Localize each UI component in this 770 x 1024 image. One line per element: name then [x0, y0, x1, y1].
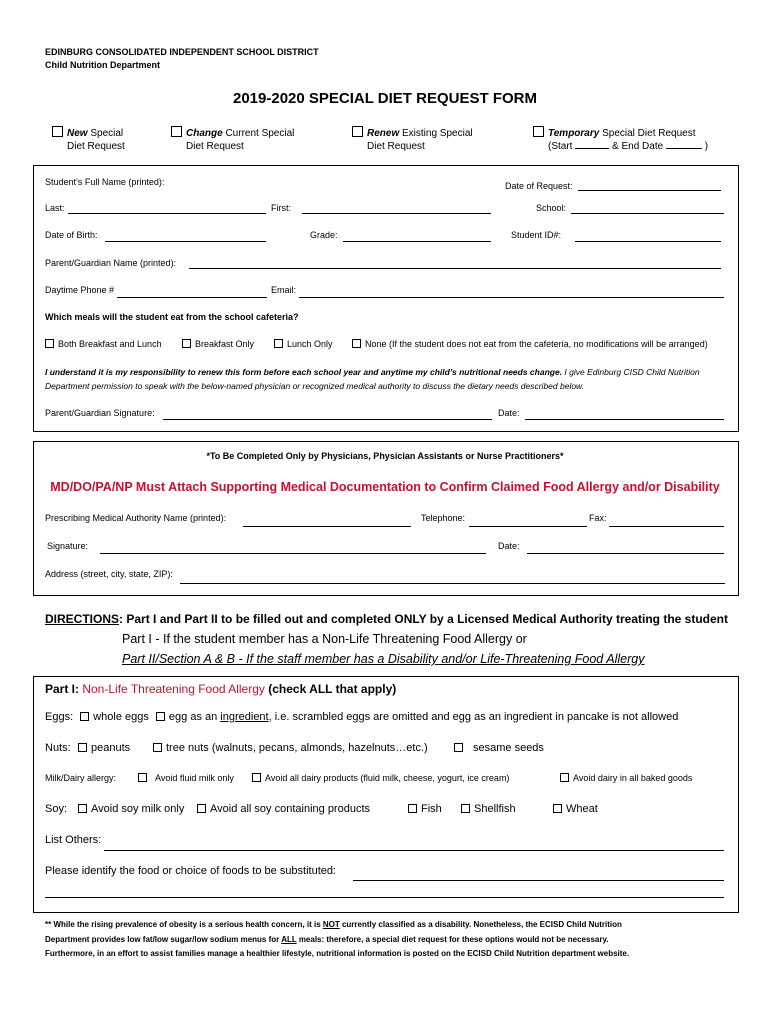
checkbox-icon[interactable]: [274, 339, 283, 348]
physician-signature-label: Signature:: [47, 541, 89, 551]
address-field[interactable]: [180, 583, 725, 584]
guardian-name-field[interactable]: [189, 268, 721, 269]
dob-label: Date of Birth:: [45, 230, 98, 240]
checkbox-icon[interactable]: [408, 804, 417, 813]
guardian-name-label: Parent/Guardian Name (printed):: [45, 258, 177, 268]
meal-option-both[interactable]: Both Breakfast and Lunch: [45, 339, 162, 349]
checkbox-icon[interactable]: [553, 804, 562, 813]
checkbox-icon[interactable]: [182, 339, 191, 348]
responsibility-statement-line2: Department permission to speak with the below-named physician or recognized medical authority to discuss the dietary needs described below.: [45, 381, 585, 391]
responsibility-statement: I understand it is my responsibility to renew this form before each school year and anytime my child’s nutritional needs change. I give Edinburg CISD Child Nutrition: [45, 367, 700, 377]
milk-fluid-option[interactable]: Avoid fluid milk only: [138, 773, 234, 783]
school-label: School:: [536, 203, 567, 213]
eggs-label: Eggs:: [45, 711, 74, 723]
physician-date-field[interactable]: [527, 553, 724, 554]
list-others-field[interactable]: [104, 850, 724, 851]
eggs-ingredient-option[interactable]: egg as an ingredient, i.e. scrambled eggs are omitted and egg as an ingredient in pancake is not allowed: [156, 711, 678, 723]
meal-option-none[interactable]: None (If the student does not eat from the cafeteria, no modifications will be arranged): [352, 339, 708, 349]
part1-title: Part I: Non-Life Threatening Food Allergy (check ALL that apply): [45, 682, 397, 696]
request-change[interactable]: Change Current Special Diet Request: [171, 126, 294, 153]
grade-label: Grade:: [310, 230, 338, 240]
first-name-label: First:: [271, 203, 291, 213]
checkbox-icon[interactable]: [80, 712, 89, 721]
meal-option-breakfast[interactable]: Breakfast Only: [182, 339, 254, 349]
telephone-label: Telephone:: [421, 513, 466, 523]
first-name-field[interactable]: [302, 213, 491, 214]
physician-notice: *To Be Completed Only by Physicians, Physician Assistants or Nurse Practitioners*: [206, 451, 564, 461]
eggs-whole-option[interactable]: whole eggs: [80, 711, 149, 723]
eggs-row: [45, 711, 678, 723]
footer-line-2: Department provides low fat/low sugar/low sodium menus for ALL meals: therefore, a special diet request for these options would not be necessary.: [45, 935, 609, 944]
guardian-signature-label: Parent/Guardian Signature:: [45, 408, 155, 418]
checkbox-icon[interactable]: [352, 126, 363, 137]
milk-baked-option[interactable]: Avoid dairy in all baked goods: [560, 773, 692, 783]
substitute-field[interactable]: [353, 880, 724, 881]
date-of-request-label: Date of Request:: [505, 181, 573, 191]
checkbox-icon[interactable]: [138, 773, 147, 782]
district-name: EDINBURG CONSOLIDATED INDEPENDENT SCHOOL DISTRICT: [45, 47, 319, 57]
nuts-label: Nuts:: [45, 742, 71, 754]
checkbox-icon[interactable]: [352, 339, 361, 348]
footer-line-1: ** While the rising prevalence of obesity is a serious health concern, it is NOT currently classified as a disability. Nonetheless, the ECISD Child Nutrition: [45, 920, 622, 929]
physician-signature-field[interactable]: [100, 553, 486, 554]
checkbox-icon[interactable]: [78, 804, 87, 813]
checkbox-icon[interactable]: [533, 126, 544, 137]
checkbox-icon[interactable]: [197, 804, 206, 813]
footer-line-3: Furthermore, in an effort to assist families manage a healthier lifestyle, nutritional information is posted on the ECISD Child Nutrition department website.: [45, 949, 630, 958]
checkbox-icon[interactable]: [156, 712, 165, 721]
student-section: [33, 165, 739, 432]
date-of-request-field[interactable]: [578, 190, 721, 191]
checkbox-icon[interactable]: [45, 339, 54, 348]
request-renew[interactable]: Renew Existing Special Diet Request: [352, 126, 473, 153]
checkbox-icon[interactable]: [461, 804, 470, 813]
authority-name-label: Prescribing Medical Authority Name (printed):: [45, 513, 227, 523]
sesame-option[interactable]: sesame seeds: [454, 742, 544, 754]
start-date-field[interactable]: [575, 148, 609, 149]
guardian-signature-field[interactable]: [163, 419, 492, 420]
student-full-name-label: Student’s Full Name (printed):: [45, 177, 165, 187]
wheat-option[interactable]: Wheat: [553, 803, 598, 815]
guardian-date-field[interactable]: [525, 419, 724, 420]
department-name: Child Nutrition Department: [45, 60, 160, 70]
student-id-field[interactable]: [575, 241, 721, 242]
checkbox-icon[interactable]: [560, 773, 569, 782]
request-new[interactable]: New Special Diet Request: [52, 126, 125, 153]
checkbox-icon[interactable]: [171, 126, 182, 137]
fish-option[interactable]: Fish: [408, 803, 442, 815]
telephone-field[interactable]: [469, 526, 587, 527]
shellfish-option[interactable]: Shellfish: [461, 803, 516, 815]
checkbox-icon[interactable]: [153, 743, 162, 752]
directions-part2: Part II/Section A & B - If the staff member has a Disability and/or Life-Threatening Food Allergy: [122, 652, 645, 666]
nuts-tree-option[interactable]: tree nuts (walnuts, pecans, almonds, hazelnuts…etc.): [153, 742, 428, 754]
nuts-peanuts-option[interactable]: peanuts: [78, 742, 130, 754]
guardian-date-label: Date:: [498, 408, 520, 418]
phone-field[interactable]: [117, 297, 267, 298]
email-field[interactable]: [299, 297, 724, 298]
meals-question: Which meals will the student eat from the school cafeteria?: [45, 312, 299, 322]
form-title: 2019-2020 SPECIAL DIET REQUEST FORM: [233, 90, 537, 107]
directions: DIRECTIONS: Part I and Part II to be filled out and completed ONLY by a Licensed Medical Authority treating the student: [45, 612, 728, 626]
documentation-warning: MD/DO/PA/NP Must Attach Supporting Medical Documentation to Confirm Claimed Food Allergy and/or Disability: [50, 480, 720, 494]
last-name-label: Last:: [45, 203, 65, 213]
checkbox-icon[interactable]: [52, 126, 63, 137]
substitute-label: Please identify the food or choice of foods to be substituted:: [45, 865, 337, 877]
authority-name-field[interactable]: [243, 526, 411, 527]
phone-label: Daytime Phone #: [45, 285, 115, 295]
end-date-field[interactable]: [666, 148, 702, 149]
checkbox-icon[interactable]: [78, 743, 87, 752]
soy-label: Soy:: [45, 803, 68, 815]
address-label: Address (street, city, state, ZIP):: [45, 569, 173, 579]
directions-part1: Part I - If the student member has a Non-Life Threatening Food Allergy or: [122, 632, 527, 646]
request-temporary[interactable]: Temporary Special Diet Request (Start & End Date ): [533, 126, 708, 153]
checkbox-icon[interactable]: [454, 743, 463, 752]
dob-field[interactable]: [105, 241, 266, 242]
checkbox-icon[interactable]: [252, 773, 261, 782]
soy-all-option[interactable]: Avoid all soy containing products: [197, 803, 370, 815]
fax-field[interactable]: [609, 526, 724, 527]
soy-milk-option[interactable]: Avoid soy milk only: [78, 803, 184, 815]
last-name-field[interactable]: [68, 213, 266, 214]
email-label: Email:: [271, 285, 297, 295]
milk-label: Milk/Dairy allergy:: [45, 773, 117, 783]
milk-all-option[interactable]: Avoid all dairy products (fluid milk, cheese, yogurt, ice cream): [252, 773, 509, 783]
school-field[interactable]: [571, 213, 724, 214]
fax-label: Fax:: [589, 513, 607, 523]
meal-option-lunch[interactable]: Lunch Only: [274, 339, 333, 349]
substitute-field-2[interactable]: [45, 897, 724, 898]
list-others-label: List Others:: [45, 834, 102, 846]
physician-date-label: Date:: [498, 541, 520, 551]
student-id-label: Student ID#:: [511, 230, 562, 240]
grade-field[interactable]: [343, 241, 491, 242]
